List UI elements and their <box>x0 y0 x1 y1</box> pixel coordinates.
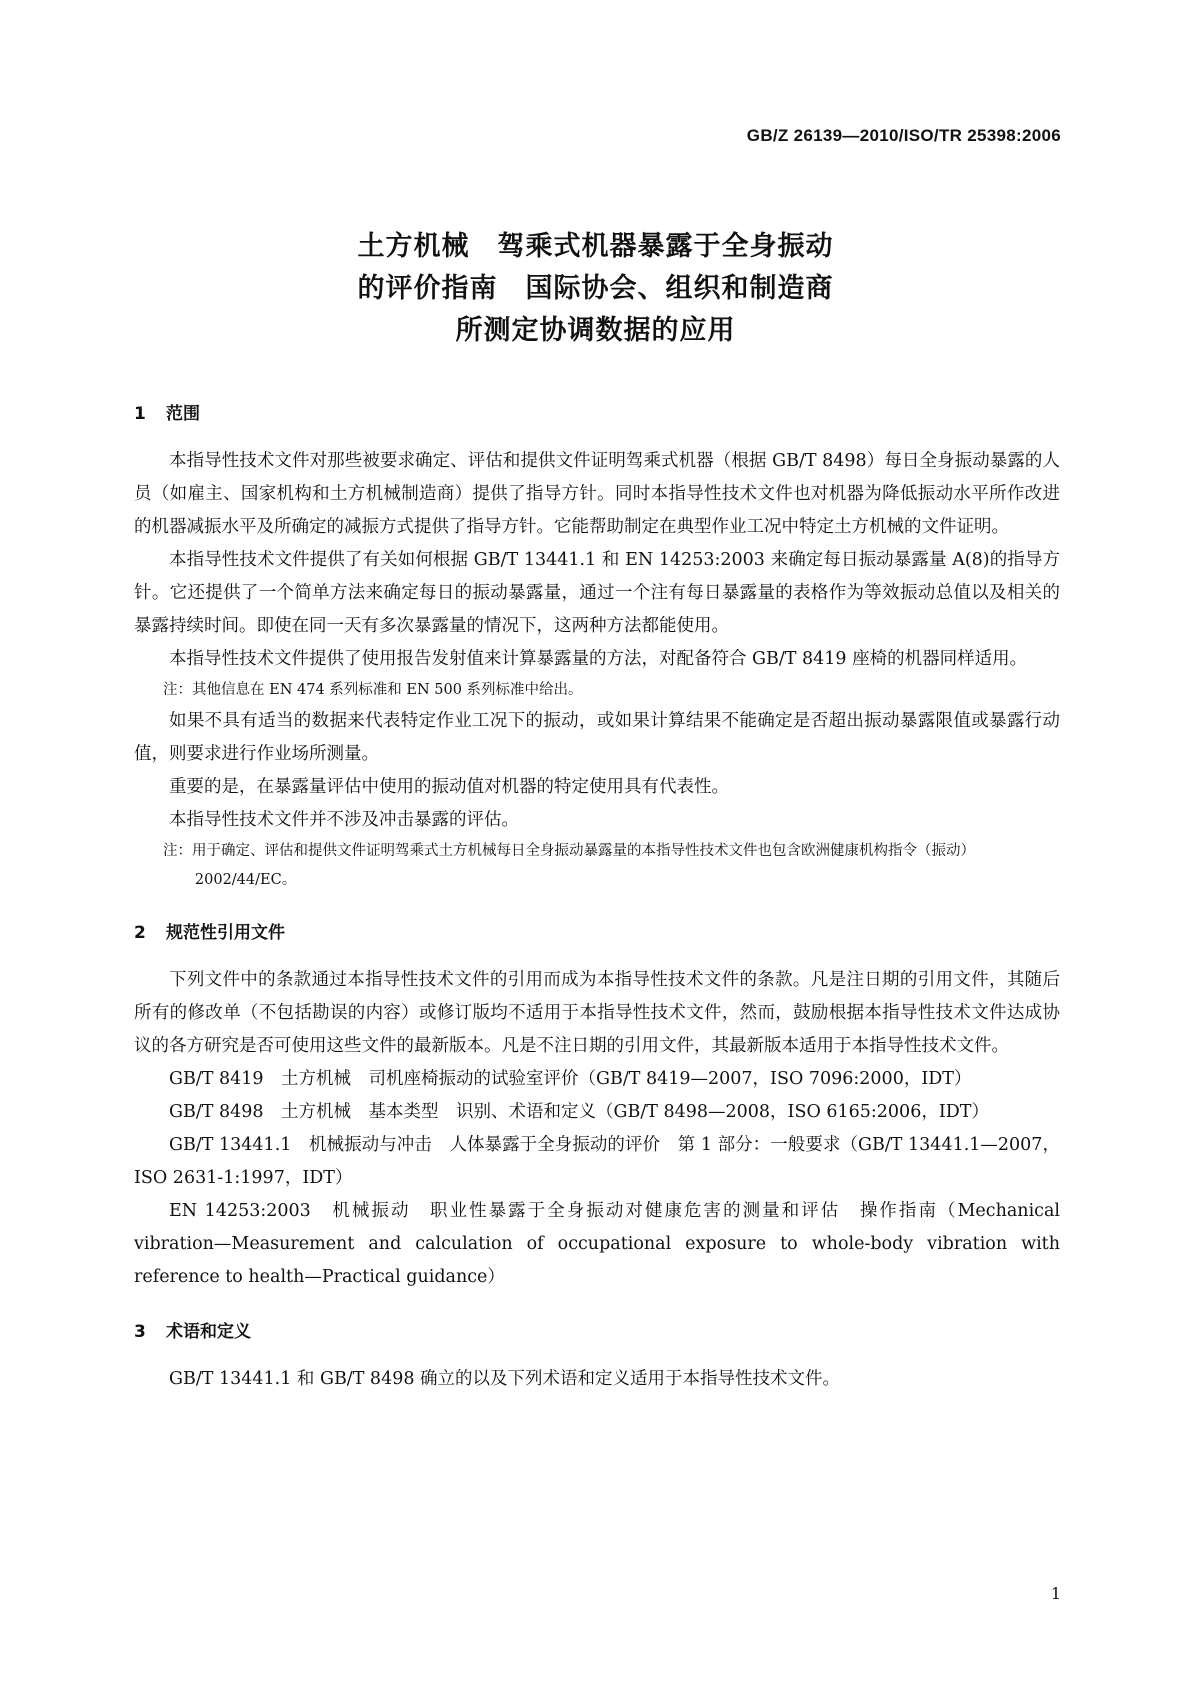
paragraph: GB/T 13441.1 和 GB/T 8498 确立的以及下列术语和定义适用于本指导性技术文件。 <box>169 1369 841 1389</box>
title-line: 所测定协调数据的应用 <box>455 315 736 346</box>
section-title: 规范性引用文件 <box>166 923 285 943</box>
title-line: 的评价指南 国际协会、组织和制造商 <box>357 273 834 304</box>
reference-item: GB/T 8419 土方机械 司机座椅振动的试验室评价（GB/T 8419—2007，ISO 7096:2000，IDT） <box>169 1069 972 1089</box>
paragraph: 本指导性技术文件提供了有关如何根据 GB/T 13441.1 和 EN 14253:2003 来确定每日振动暴露量 A(8)的指导方针。它还提供了一个简单方法来确定每日的振动暴露量，通过一个注有每日暴露量的表格作为等效振动总值以及相关的暴露持续时间。即使在同一天有多次暴露量的情况下，这两种方法都能使用。 <box>134 550 1060 636</box>
section-number: 2 <box>134 923 146 943</box>
standard-number: GB/Z 26139—2010/ISO/TR 25398:2006 <box>746 126 1061 145</box>
note: 注：其他信息在 EN 474 系列标准和 EN 500 系列标准中给出。 <box>163 682 583 698</box>
reference-item: GB/T 13441.1 机械振动与冲击 人体暴露于全身振动的评价 第 1 部分：一般要求（GB/T 13441.1—2007，ISO 2631-1:1997，IDT） <box>134 1135 1060 1188</box>
section-heading-normative-references <box>134 917 1060 950</box>
paragraph: 本指导性技术文件提供了使用报告发射值来计算暴露量的方法，对配备符合 GB/T 8419 座椅的机器同样适用。 <box>169 649 1028 669</box>
page-number: 1 <box>1050 1584 1061 1603</box>
paragraph: 本指导性技术文件对那些被要求确定、评估和提供文件证明驾乘式机器（根据 GB/T 8498）每日全身振动暴露的人员（如雇主、国家机构和土方机械制造商）提供了指导方针。同时本指导性技术文件也对机器为降低振动水平所作改进的机器减振水平及所确定的减振方式提供了指导方针。它能帮助制定在典型作业工况中特定土方机械的文件证明。 <box>134 451 1060 537</box>
paragraph: 如果不具有适当的数据来代表特定作业工况下的振动，或如果计算结果不能确定是否超出振动暴露限值或暴露行动值，则要求进行作业场所测量。 <box>134 711 1060 764</box>
paragraph: 重要的是，在暴露量评估中使用的振动值对机器的特定使用具有代表性。 <box>169 777 729 797</box>
section-number: 3 <box>134 1322 146 1342</box>
section-heading-terms-definitions <box>134 1316 1060 1349</box>
document-title <box>0 226 1191 352</box>
note: 注：用于确定、评估和提供文件证明驾乘式土方机械每日全身振动暴露量的本指导性技术文件也包含欧洲健康机构指令（振动）2002/44/EC。 <box>163 843 975 888</box>
title-line: 土方机械 驾乘式机器暴露于全身振动 <box>357 231 834 262</box>
paragraph: 本指导性技术文件并不涉及冲击暴露的评估。 <box>169 810 519 830</box>
reference-item: EN 14253:2003 机械振动 职业性暴露于全身振动对健康危害的测量和评估 操作指南（Mechanical vibration—Measurement and calculation of occupational exposure to whole-body vibration with reference to health—Practical guidance） <box>134 1201 1060 1287</box>
paragraph: 下列文件中的条款通过本指导性技术文件的引用而成为本指导性技术文件的条款。凡是注日期的引用文件，其随后所有的修改单（不包括勘误的内容）或修订版均不适用于本指导性技术文件，然而，鼓励根据本指导性技术文件达成协议的各方研究是否可使用这些文件的最新版本。凡是不注日期的引用文件，其最新版本适用于本指导性技术文件。 <box>134 970 1060 1056</box>
section-number: 1 <box>134 404 146 424</box>
reference-item: GB/T 8498 土方机械 基本类型 识别、术语和定义（GB/T 8498—2008，ISO 6165:2006，IDT） <box>169 1102 989 1122</box>
section-title: 范围 <box>166 404 200 424</box>
section-heading-scope <box>134 398 1060 431</box>
section-title: 术语和定义 <box>166 1322 251 1342</box>
document-body <box>134 398 1060 1396</box>
